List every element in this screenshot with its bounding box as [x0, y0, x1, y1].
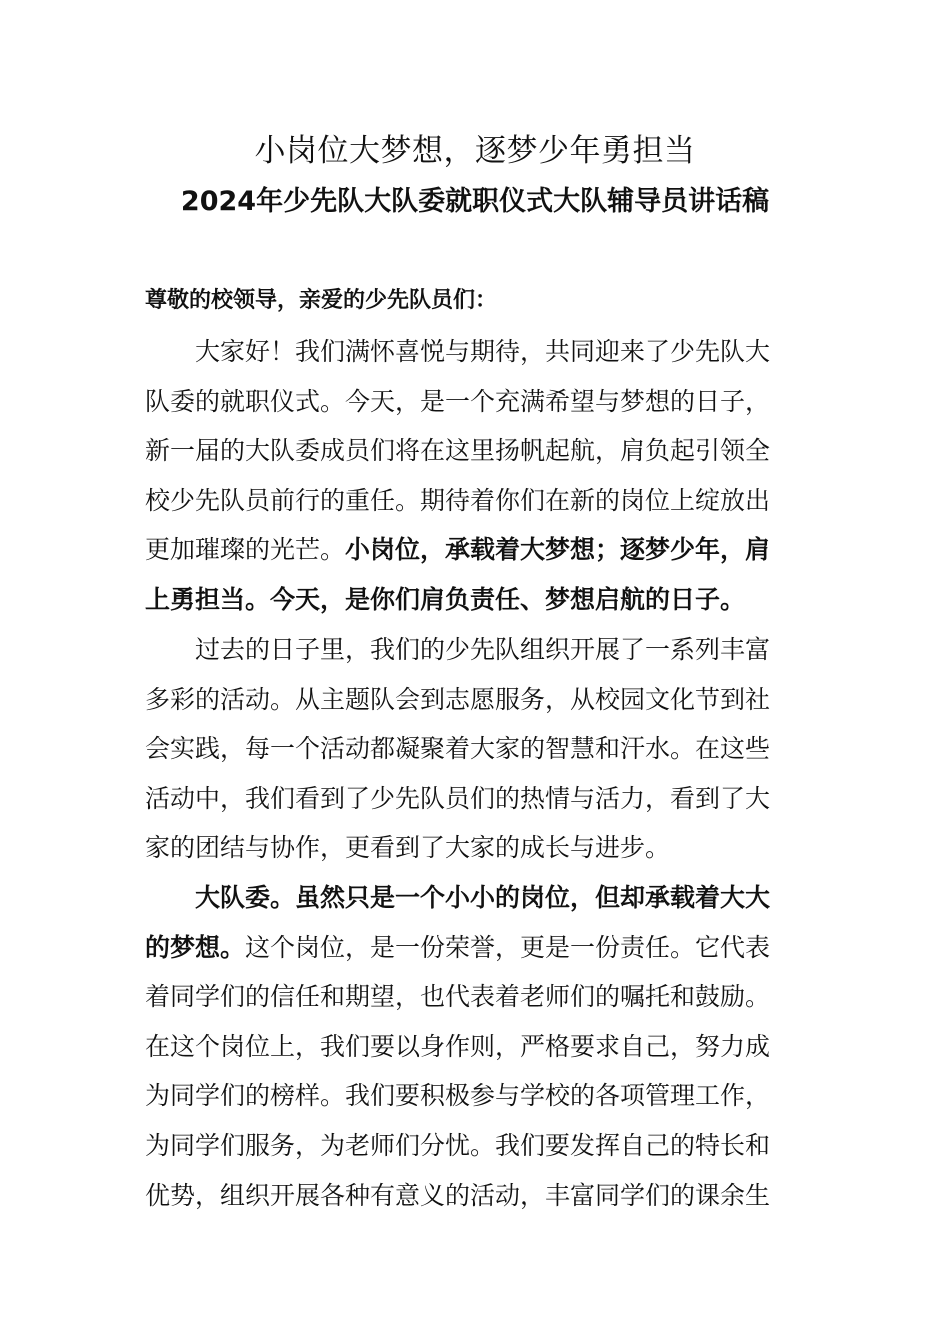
salutation: 尊敬的校领导，亲爱的少先队员们： [145, 288, 498, 313]
emphasis-text: 小岗位，承载着大梦想；逐梦少年，肩 [345, 535, 771, 565]
paragraph-line: 在这个岗位上，我们要以身作则，严格要求自己，努力成 [145, 1031, 771, 1061]
paragraph-line: 校少先队员前行的重任。期待着你们在新的岗位上绽放出 [145, 485, 771, 515]
paragraph-line: 着同学们的信任和期望，也代表着老师们的嘱托和鼓励。 [145, 982, 771, 1012]
emphasis-text: 的梦想。 [145, 932, 246, 962]
paragraph-2 [145, 625, 807, 873]
paragraph-3 [145, 873, 807, 1220]
emphasis-text: 上勇担当。今天，是你们肩负责任、梦想启航的日子。 [145, 584, 746, 614]
paragraph-line: 过去的日子里，我们的少先队组织开展了一系列丰富 [195, 635, 771, 664]
paragraph-line: 为同学们服务，为老师们分忧。我们要发挥自己的特长和 [145, 1130, 771, 1160]
paragraph-text: 更加璀璨的光芒。 [145, 535, 346, 565]
page-subtitle: 2024年少先队大队委就职仪式大队辅导员讲话稿 [180, 186, 770, 217]
page-title: 小岗位大梦想，逐梦少年勇担当 [254, 133, 696, 169]
paragraph-line: 活动中，我们看到了少先队员们的热情与活力，看到了大 [145, 783, 771, 813]
paragraph-line: 大家好！我们满怀喜悦与期待，共同迎来了少先队大 [195, 337, 771, 366]
paragraph-line: 多彩的活动。从主题队会到志愿服务，从校园文化节到社 [145, 684, 771, 714]
paragraph-1 [145, 327, 807, 625]
paragraph-line: 家的团结与协作，更看到了大家的成长与进步。 [145, 833, 671, 863]
paragraph-line [145, 525, 807, 575]
paragraph-line: 优势，组织开展各种有意义的活动，丰富同学们的课余生 [145, 1180, 771, 1210]
paragraph-line: 为同学们的榜样。我们要积极参与学校的各项管理工作， [145, 1081, 771, 1111]
paragraph-line: 队委的就职仪式。今天，是一个充满希望与梦想的日子， [145, 386, 771, 416]
paragraph-line [145, 923, 807, 973]
paragraph-line: 新一届的大队委成员们将在这里扬帆起航，肩负起引领全 [145, 436, 771, 466]
paragraph-line: 会实践，每一个活动都凝聚着大家的智慧和汗水。在这些 [145, 734, 771, 764]
paragraph-text: 这个岗位，是一份荣誉，更是一份责任。它代表 [245, 932, 771, 962]
emphasis-text: 大队委。虽然只是一个小小的岗位，但却承载着大大 [195, 883, 771, 912]
